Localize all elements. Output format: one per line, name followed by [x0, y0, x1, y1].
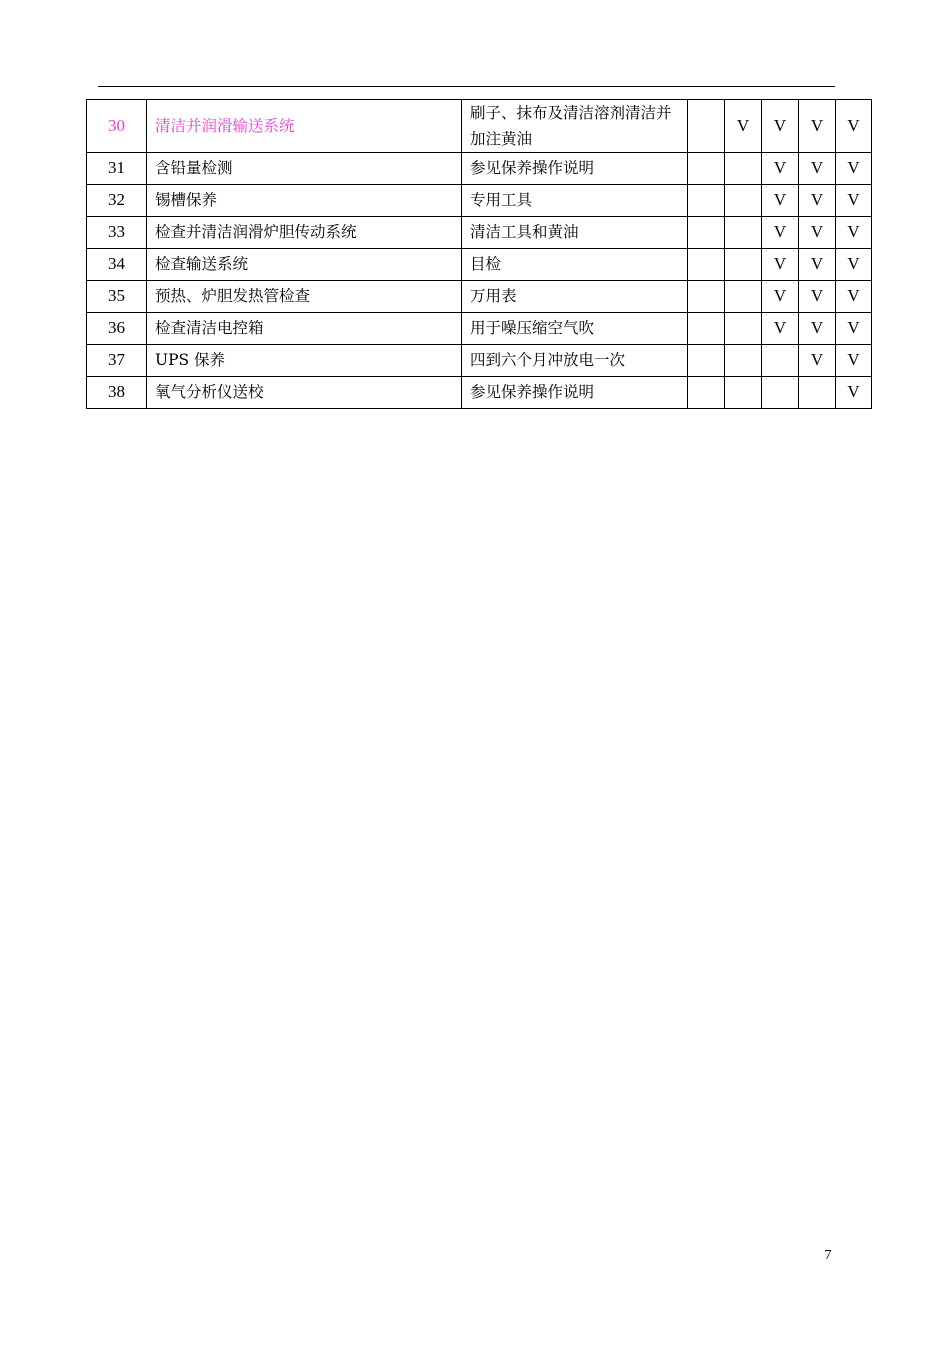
check-cell	[688, 377, 725, 409]
check-cell	[688, 217, 725, 249]
row-number: 30	[87, 100, 147, 153]
row-number: 37	[87, 345, 147, 377]
check-cell	[688, 153, 725, 185]
check-cell: V	[836, 153, 872, 185]
table-row	[87, 281, 872, 313]
check-cell	[725, 153, 762, 185]
check-cell	[688, 249, 725, 281]
table-row	[87, 249, 872, 281]
row-number: 34	[87, 249, 147, 281]
check-cell: V	[762, 249, 799, 281]
check-cell: V	[725, 100, 762, 153]
check-cell	[725, 377, 762, 409]
maintenance-table	[86, 99, 872, 409]
check-cell	[688, 185, 725, 217]
check-cell	[799, 377, 836, 409]
check-cell: V	[799, 313, 836, 345]
check-cell: V	[836, 185, 872, 217]
tool-method: 目检	[462, 249, 688, 281]
check-cell	[725, 217, 762, 249]
tool-method: 专用工具	[462, 185, 688, 217]
table-row	[87, 313, 872, 345]
row-number: 36	[87, 313, 147, 345]
check-cell: V	[799, 100, 836, 153]
row-number: 35	[87, 281, 147, 313]
check-cell	[688, 100, 725, 153]
tool-method: 清洁工具和黄油	[462, 217, 688, 249]
tool-method: 万用表	[462, 281, 688, 313]
table-row	[87, 217, 872, 249]
row-number: 32	[87, 185, 147, 217]
check-cell: V	[762, 313, 799, 345]
tool-method: 四到六个月冲放电一次	[462, 345, 688, 377]
header-rule	[98, 86, 835, 87]
check-cell: V	[799, 217, 836, 249]
table-row	[87, 345, 872, 377]
row-number: 38	[87, 377, 147, 409]
maintenance-item: 锡槽保养	[147, 185, 462, 217]
table-row	[87, 153, 872, 185]
check-cell: V	[836, 249, 872, 281]
check-cell: V	[836, 345, 872, 377]
tool-method: 刷子、抹布及清洁溶剂清洁并加注黄油	[462, 100, 688, 153]
check-cell	[688, 281, 725, 313]
check-cell: V	[799, 249, 836, 281]
check-cell	[688, 313, 725, 345]
check-cell	[688, 345, 725, 377]
check-cell: V	[762, 217, 799, 249]
check-cell	[725, 249, 762, 281]
maintenance-item: 含铅量检测	[147, 153, 462, 185]
tool-method: 参见保养操作说明	[462, 377, 688, 409]
check-cell: V	[799, 281, 836, 313]
check-cell	[725, 185, 762, 217]
check-cell	[725, 281, 762, 313]
page-number: 7	[824, 1248, 832, 1263]
check-cell: V	[836, 377, 872, 409]
table-row	[87, 100, 872, 153]
check-cell: V	[799, 185, 836, 217]
tool-method: 参见保养操作说明	[462, 153, 688, 185]
maintenance-item: 清洁并润滑输送系统	[147, 100, 462, 153]
maintenance-item: 检查并清洁润滑炉胆传动系统	[147, 217, 462, 249]
check-cell: V	[762, 100, 799, 153]
check-cell	[762, 345, 799, 377]
maintenance-item: UPS 保养	[147, 345, 462, 377]
check-cell: V	[836, 217, 872, 249]
row-number: 31	[87, 153, 147, 185]
tool-method: 用于噪压缩空气吹	[462, 313, 688, 345]
maintenance-item: 检查清洁电控箱	[147, 313, 462, 345]
check-cell: V	[799, 345, 836, 377]
check-cell	[725, 345, 762, 377]
check-cell: V	[799, 153, 836, 185]
check-cell: V	[762, 185, 799, 217]
maintenance-item: 预热、炉胆发热管检查	[147, 281, 462, 313]
table-row	[87, 185, 872, 217]
maintenance-item: 氧气分析仪送校	[147, 377, 462, 409]
check-cell: V	[762, 153, 799, 185]
check-cell: V	[836, 313, 872, 345]
check-cell: V	[836, 281, 872, 313]
check-cell	[762, 377, 799, 409]
table-row	[87, 377, 872, 409]
check-cell	[725, 313, 762, 345]
check-cell: V	[836, 100, 872, 153]
maintenance-item: 检查输送系统	[147, 249, 462, 281]
row-number: 33	[87, 217, 147, 249]
check-cell: V	[762, 281, 799, 313]
